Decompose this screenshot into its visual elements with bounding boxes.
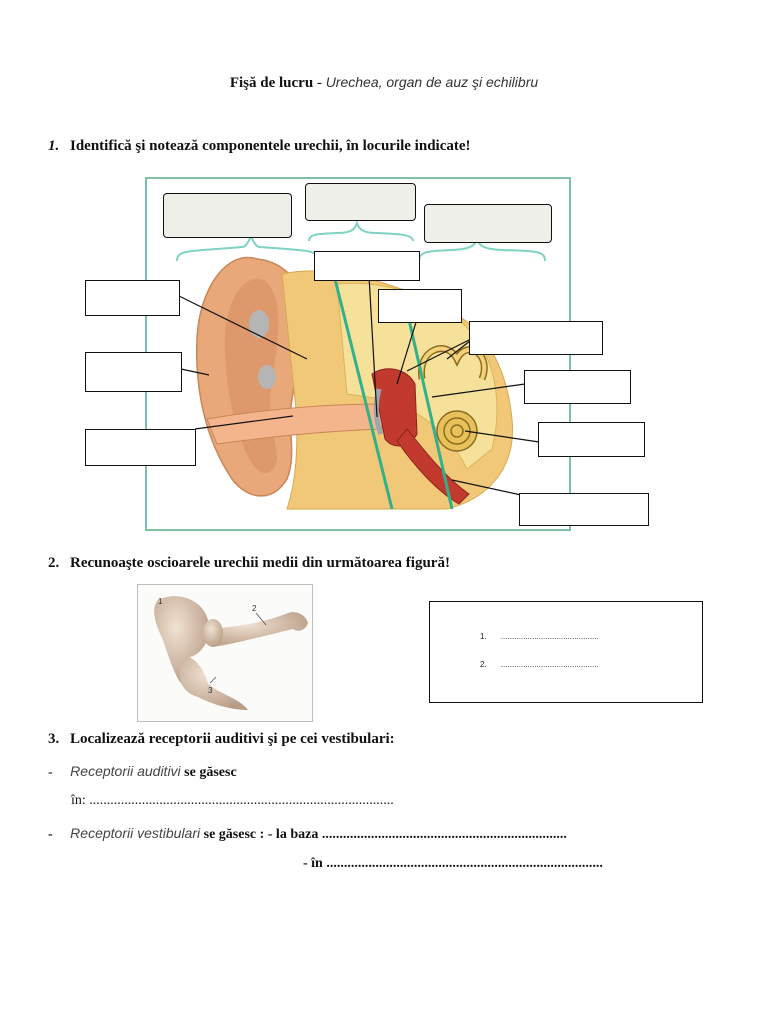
question-2 [48, 555, 450, 572]
cochlea [437, 411, 477, 451]
cartilage-2 [258, 365, 276, 389]
ossicles-answer-box [429, 601, 703, 703]
label-box-eardrum[interactable] [314, 251, 420, 281]
auditory-receptors-line [48, 763, 237, 781]
incus [180, 655, 248, 710]
label-box-middle-ear[interactable] [305, 183, 416, 221]
answer-2-dots: ............................................ [500, 660, 599, 669]
label-box-vestibule[interactable] [524, 370, 631, 404]
label-box-helix[interactable] [85, 352, 182, 392]
ossicle-marker-1: 1 [158, 597, 163, 606]
answer-1-number: 1. [480, 632, 487, 641]
question-2-text: Recunoaşte oscioarele urechii medii din următoarea figură! [70, 555, 450, 571]
label-box-ossicles[interactable] [378, 289, 462, 323]
ossicle-marker-2: 2 [252, 604, 257, 613]
title-bold: Fişă de lucru [229, 75, 314, 91]
ossicles-drawing [138, 585, 312, 721]
question-1-number: 1. [48, 138, 60, 154]
auditory-answer-line[interactable]: în: ....................................................................................... [71, 793, 394, 808]
question-3 [48, 731, 395, 748]
label-box-semicircular-canals[interactable] [469, 321, 603, 355]
auditory-receptors-label: Receptorii auditivi [70, 763, 181, 779]
question-1 [48, 138, 471, 155]
answer-line-1[interactable] [480, 632, 599, 641]
answer-line-2[interactable] [480, 660, 599, 669]
answer-1-dots: ............................................ [500, 632, 599, 641]
title-subtitle: Urechea, organ de auz şi echilibru [325, 74, 539, 90]
vestibular-receptors-label: Receptorii vestibulari [70, 825, 201, 841]
ossicles-image [137, 584, 313, 722]
auditory-receptors-answer[interactable] [71, 793, 394, 809]
question-1-text: Identifică şi notează componentele urechii, în locurile indicate! [70, 138, 471, 154]
label-box-pinna-left[interactable] [85, 280, 180, 316]
vestibular-receptors-answer-in[interactable] [303, 856, 603, 872]
question-3-text: Localizează receptorii auditivi şi pe cei vestibulari: [70, 731, 395, 747]
ossicle-marker-3: 3 [208, 686, 213, 695]
label-box-outer-ear[interactable] [163, 193, 292, 238]
title-separator: - [313, 75, 326, 91]
page-title [0, 74, 768, 92]
auditory-receptors-verb: se găsesc [180, 765, 237, 780]
label-box-ear-canal[interactable] [85, 429, 196, 466]
cartilage-1 [249, 310, 269, 338]
dash-a: - [48, 765, 53, 780]
question-3-number: 3. [48, 731, 60, 747]
question-2-number: 2. [48, 555, 60, 571]
answer-2-number: 2. [480, 660, 487, 669]
label-box-cochlea[interactable] [538, 422, 645, 457]
vestibular-answer-in-line[interactable]: - în ............................................................................... [303, 856, 603, 871]
label-box-inner-ear[interactable] [424, 204, 552, 243]
brace-middle-ear [309, 223, 413, 241]
vestibular-receptors-answer-base[interactable]: se găsesc : - la baza ...................................................................... [200, 827, 567, 842]
label-box-eustachian-tube[interactable] [519, 493, 649, 526]
vestibular-receptors-line [48, 825, 567, 843]
dash-b: - [48, 827, 53, 842]
